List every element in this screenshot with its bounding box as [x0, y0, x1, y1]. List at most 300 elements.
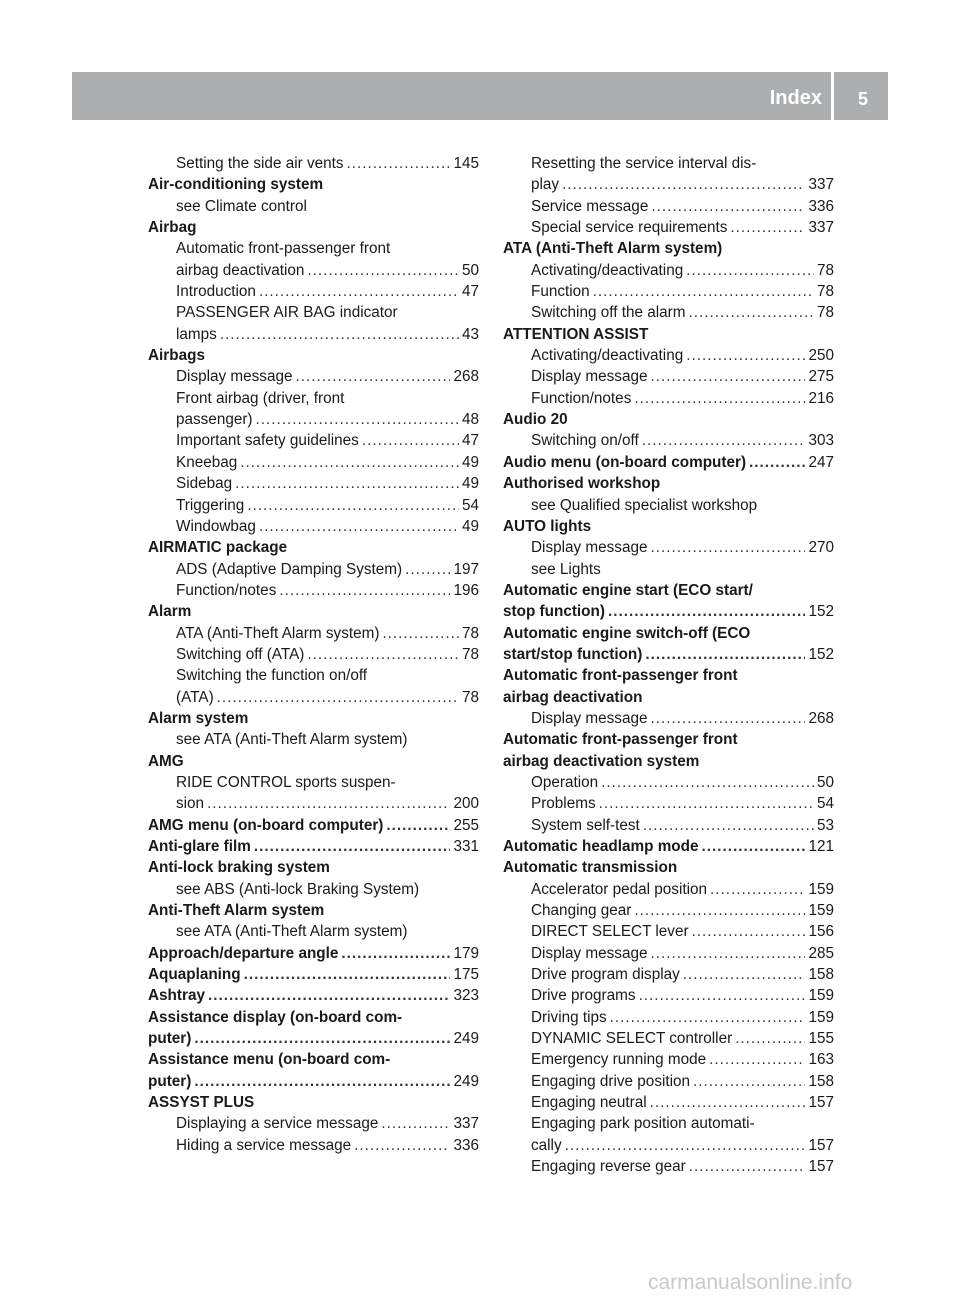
- page-reference: 49: [461, 475, 479, 493]
- dot-leader: [686, 345, 805, 366]
- page-reference: 156: [808, 923, 834, 941]
- entry-text: Special service requirements: [531, 219, 728, 237]
- entry-text: Emergency running mode: [531, 1051, 707, 1069]
- dot-leader: [254, 836, 451, 857]
- dot-leader: [341, 943, 450, 964]
- entry-text: Sidebag: [176, 475, 233, 493]
- dot-leader: [386, 815, 450, 836]
- entry-text: Approach/departure angle: [148, 944, 339, 962]
- dot-leader: [347, 153, 451, 174]
- dot-leader: [634, 388, 805, 409]
- index-heading: [503, 452, 834, 473]
- entry-text: Kneebag: [176, 453, 238, 471]
- page-reference: 54: [816, 795, 834, 813]
- index-subentry: [148, 1135, 479, 1156]
- page-reference: 250: [808, 347, 834, 365]
- index-subentry: [503, 815, 834, 836]
- page-reference: 159: [808, 902, 834, 920]
- index-heading: [148, 815, 479, 836]
- index-heading: [503, 580, 834, 601]
- dot-leader: [643, 815, 814, 836]
- dot-leader: [240, 452, 459, 473]
- page-reference: 152: [808, 645, 834, 663]
- index-heading: [148, 537, 479, 558]
- entry-text: Automatic engine switch-off (ECO: [503, 624, 751, 642]
- header-divider: [831, 72, 834, 120]
- index-heading: [148, 1049, 479, 1070]
- dot-leader: [217, 687, 459, 708]
- page-reference: 53: [816, 816, 834, 834]
- index-heading: [148, 857, 479, 878]
- index-heading: [148, 900, 479, 921]
- index-heading: [148, 964, 479, 985]
- header-bar: [72, 72, 888, 120]
- index-heading: [503, 601, 834, 622]
- dot-leader: [683, 964, 806, 985]
- entry-text: see ABS (Anti-lock Braking System): [176, 880, 420, 898]
- entry-text: Display message: [531, 944, 648, 962]
- page-reference: 255: [453, 816, 479, 834]
- dot-leader: [194, 1028, 450, 1049]
- dot-leader: [279, 580, 450, 601]
- entry-text: Activating/deactivating: [531, 261, 684, 279]
- index-subentry: [503, 921, 834, 942]
- index-subentry: [503, 366, 834, 387]
- index-subentry: [503, 217, 834, 238]
- dot-leader: [735, 1028, 805, 1049]
- index-subentry: [503, 964, 834, 985]
- index-heading: [503, 409, 834, 430]
- dot-leader: [381, 1113, 450, 1134]
- index-heading: [503, 836, 834, 857]
- index-subentry: [148, 495, 479, 516]
- entry-text: Service message: [531, 197, 649, 215]
- dot-leader: [259, 281, 459, 302]
- entry-text: Aquaplaning: [148, 966, 241, 984]
- index-subentry: [148, 772, 479, 793]
- index-subentry: [148, 473, 479, 494]
- entry-text: Display message: [531, 368, 648, 386]
- entry-text: Automatic front-passenger front: [176, 240, 391, 258]
- dot-leader: [749, 452, 805, 473]
- dot-leader: [235, 473, 459, 494]
- page-reference: 47: [461, 432, 479, 450]
- page-reference: 275: [808, 368, 834, 386]
- index-subentry: [503, 153, 834, 174]
- page-reference: 336: [453, 1136, 479, 1154]
- entry-text: Air-conditioning system: [148, 176, 324, 194]
- entry-text: lamps: [176, 325, 217, 343]
- entry-text: start/stop function): [503, 645, 643, 663]
- index-subentry: [148, 1113, 479, 1134]
- entry-text: Engaging park position automati-: [531, 1115, 755, 1133]
- entry-text: DYNAMIC SELECT controller: [531, 1030, 733, 1048]
- dot-leader: [642, 430, 806, 451]
- entry-text: Introduction: [176, 283, 256, 301]
- dot-leader: [689, 1156, 806, 1177]
- entry-text: Alarm: [148, 603, 192, 621]
- entry-text: Engaging neutral: [531, 1094, 647, 1112]
- index-subentry: [148, 302, 479, 323]
- entry-text: Automatic headlamp mode: [503, 838, 699, 855]
- entry-text: Alarm system: [148, 709, 249, 727]
- entry-text: airbag deactivation system: [503, 752, 700, 770]
- page-reference: 152: [808, 603, 834, 621]
- dot-leader: [565, 1135, 806, 1156]
- page-reference: 179: [453, 944, 479, 962]
- entry-text: Assistance display (on-board com-: [148, 1008, 403, 1026]
- page-reference: 197: [453, 560, 479, 578]
- entry-text: Audio menu (on-board computer): [503, 453, 747, 471]
- entry-text: Operation: [531, 773, 599, 791]
- page-reference: 216: [808, 389, 834, 407]
- index-subentry: [503, 879, 834, 900]
- dot-leader: [208, 985, 451, 1006]
- entry-text: Airbags: [148, 347, 205, 365]
- dot-leader: [702, 836, 806, 857]
- index-subentry: [148, 516, 479, 537]
- page-reference: 158: [808, 1072, 834, 1090]
- dot-leader: [639, 985, 806, 1006]
- index-subentry: [503, 430, 834, 451]
- page-reference: 155: [808, 1030, 834, 1048]
- page-reference: 157: [808, 1094, 834, 1112]
- index-subentry: [148, 687, 479, 708]
- index-subentry: [503, 900, 834, 921]
- dot-leader: [194, 1071, 450, 1092]
- page-number: 5: [857, 89, 868, 109]
- index-column-right: [503, 153, 834, 1178]
- page-reference: 303: [808, 432, 834, 450]
- page-reference: 78: [461, 645, 479, 663]
- entry-text: DIRECT SELECT lever: [531, 923, 689, 941]
- index-subentry: [503, 793, 834, 814]
- page-reference: 121: [808, 838, 834, 855]
- dot-leader: [709, 1049, 805, 1070]
- index-subentry: [148, 388, 479, 409]
- page-reference: 159: [808, 1008, 834, 1026]
- index-subentry: [148, 238, 479, 259]
- page-reference: 337: [453, 1115, 479, 1133]
- index-subentry: [148, 281, 479, 302]
- page-reference: 196: [453, 581, 479, 599]
- index-subentry: [503, 1049, 834, 1070]
- page-reference: 336: [808, 197, 834, 215]
- index-subentry: [503, 1156, 834, 1177]
- entry-text: Driving tips: [531, 1008, 607, 1026]
- dot-leader: [256, 409, 459, 430]
- dot-leader: [207, 793, 450, 814]
- dot-leader: [599, 793, 814, 814]
- entry-text: Windowbag: [176, 517, 256, 535]
- entry-text: Authorised workshop: [503, 475, 661, 493]
- entry-text: Assistance menu (on-board com-: [148, 1051, 391, 1069]
- entry-text: see ATA (Anti-Theft Alarm system): [176, 923, 408, 941]
- index-heading: [148, 708, 479, 729]
- index-heading: [503, 687, 834, 708]
- entry-text: Airbag: [148, 219, 197, 237]
- entry-text: Automatic engine start (ECO start/: [503, 581, 753, 599]
- entry-text: Switching on/off: [531, 432, 639, 450]
- entry-text: play: [531, 176, 560, 194]
- page-reference: 268: [453, 368, 479, 386]
- entry-text: Triggering: [176, 496, 245, 514]
- dot-leader: [405, 559, 450, 580]
- entry-text: Front airbag (driver, front: [176, 389, 345, 407]
- dot-leader: [688, 302, 814, 323]
- index-heading: [503, 238, 834, 259]
- index-heading: [503, 857, 834, 878]
- entry-text: ATA (Anti-Theft Alarm system): [503, 240, 723, 258]
- entry-text: Engaging drive position: [531, 1072, 691, 1090]
- index-subentry: [503, 495, 834, 516]
- page-reference: 200: [453, 795, 479, 813]
- entry-text: (ATA): [176, 688, 214, 706]
- index-heading: [503, 665, 834, 686]
- entry-text: Engaging reverse gear: [531, 1158, 686, 1176]
- entry-text: Display message: [531, 709, 648, 727]
- page-reference: 337: [808, 219, 834, 237]
- page-reference: 78: [816, 261, 834, 279]
- entry-text: Resetting the service interval dis-: [531, 155, 757, 172]
- index-subentry: [503, 772, 834, 793]
- page-reference: 247: [808, 453, 834, 471]
- page-reference: 47: [461, 283, 479, 301]
- entry-text: see Climate control: [176, 197, 307, 215]
- entry-text: airbag deactivation: [503, 688, 643, 706]
- dot-leader: [710, 879, 805, 900]
- dot-leader: [686, 260, 814, 281]
- index-heading: [148, 751, 479, 772]
- dot-leader: [259, 516, 459, 537]
- entry-text: Hiding a service message: [176, 1136, 352, 1154]
- index-heading: [148, 1071, 479, 1092]
- index-heading: [503, 751, 834, 772]
- index-heading: [503, 623, 834, 644]
- dot-leader: [634, 900, 805, 921]
- entry-text: AMG menu (on-board computer): [148, 816, 384, 834]
- index-subentry: [148, 196, 479, 217]
- page-reference: 159: [808, 987, 834, 1005]
- index-heading: [503, 729, 834, 750]
- entry-text: sion: [176, 795, 205, 813]
- dot-leader: [295, 366, 450, 387]
- entry-text: see Qualified specialist workshop: [531, 496, 758, 514]
- index-subentry: [148, 580, 479, 601]
- index-heading: [148, 601, 479, 622]
- entry-text: AMG: [148, 752, 184, 770]
- index-subentry: [503, 1135, 834, 1156]
- dot-leader: [693, 1071, 805, 1092]
- page-reference: 163: [808, 1051, 834, 1069]
- dot-leader: [244, 964, 451, 985]
- entry-text: puter): [148, 1072, 192, 1090]
- dot-leader: [354, 1135, 450, 1156]
- index-subentry: [503, 1071, 834, 1092]
- index-subentry: [503, 1028, 834, 1049]
- index-subentry: [503, 1092, 834, 1113]
- dot-leader: [601, 772, 814, 793]
- entry-text: AIRMATIC package: [148, 539, 288, 557]
- index-heading: [503, 473, 834, 494]
- index-subentry: [148, 452, 479, 473]
- page-reference: 159: [808, 880, 834, 898]
- index-subentry: [503, 1113, 834, 1134]
- section-title: Index: [769, 87, 822, 109]
- page-reference: 249: [453, 1030, 479, 1048]
- entry-text: Displaying a service message: [176, 1115, 379, 1133]
- entry-text: Anti-glare film: [148, 838, 251, 855]
- index-heading: [148, 217, 479, 238]
- page-reference: 78: [461, 624, 479, 642]
- page-reference: 268: [808, 709, 834, 727]
- index-heading: [148, 1028, 479, 1049]
- entry-text: Display message: [176, 368, 293, 386]
- index-heading: [148, 1092, 479, 1113]
- index-subentry: [148, 793, 479, 814]
- index-subentry: [148, 921, 479, 942]
- entry-text: Drive program display: [531, 966, 680, 984]
- index-subentry: [503, 388, 834, 409]
- page-reference: 78: [461, 688, 479, 706]
- index-subentry: [503, 174, 834, 195]
- page-reference: 78: [816, 283, 834, 301]
- index-subentry: [148, 260, 479, 281]
- entry-text: RIDE CONTROL sports suspen-: [176, 773, 396, 791]
- entry-text: Anti-lock braking system: [148, 859, 330, 877]
- entry-text: AUTO lights: [503, 517, 592, 535]
- entry-text: Function/notes: [176, 581, 277, 599]
- entry-text: Anti-Theft Alarm system: [148, 902, 325, 920]
- page-reference: 54: [461, 496, 479, 514]
- entry-text: passenger): [176, 411, 253, 429]
- index-heading: [148, 943, 479, 964]
- dot-leader: [650, 1092, 806, 1113]
- entry-text: System self-test: [531, 816, 640, 834]
- page-reference: 43: [461, 325, 479, 343]
- entry-text: Automatic transmission: [503, 859, 678, 877]
- page-reference: 49: [461, 517, 479, 535]
- entry-text: ADS (Adaptive Damping System): [176, 560, 403, 578]
- index-subentry: [148, 623, 479, 644]
- page-reference: 285: [808, 944, 834, 962]
- index-subentry: [503, 559, 834, 580]
- index-subentry: [148, 559, 479, 580]
- entry-text: Automatic front-passenger front: [503, 667, 738, 685]
- index-subentry: [503, 985, 834, 1006]
- dot-leader: [608, 601, 806, 622]
- dot-leader: [247, 495, 459, 516]
- entry-text: Setting the side air vents: [176, 155, 344, 172]
- index-subentry: [148, 665, 479, 686]
- entry-text: Important safety guidelines: [176, 432, 359, 450]
- entry-text: see Lights: [531, 560, 601, 578]
- dot-leader: [610, 1007, 806, 1028]
- page-reference: 157: [808, 1158, 834, 1176]
- dot-leader: [650, 943, 805, 964]
- index-subentry: [148, 366, 479, 387]
- index-heading: [503, 644, 834, 665]
- entry-text: ASSYST PLUS: [148, 1094, 255, 1112]
- index-heading: [503, 324, 834, 345]
- entry-text: see ATA (Anti-Theft Alarm system): [176, 731, 408, 749]
- page-reference: 145: [453, 155, 479, 172]
- entry-text: Switching off (ATA): [176, 645, 305, 663]
- dot-leader: [730, 217, 805, 238]
- page-reference: 331: [453, 838, 479, 855]
- index-subentry: [148, 430, 479, 451]
- dot-leader: [651, 196, 805, 217]
- page-reference: 323: [453, 987, 479, 1005]
- index-subentry: [503, 196, 834, 217]
- index-subentry: [148, 409, 479, 430]
- index-subentry: [148, 153, 479, 174]
- index-subentry: [503, 708, 834, 729]
- index-subentry: [148, 879, 479, 900]
- page-reference: 78: [816, 304, 834, 322]
- entry-text: Problems: [531, 795, 596, 813]
- index-subentry: [503, 943, 834, 964]
- page-reference: 270: [808, 539, 834, 557]
- index-subentry: [503, 537, 834, 558]
- dot-leader: [562, 174, 805, 195]
- dot-leader: [382, 623, 459, 644]
- index-subentry: [148, 644, 479, 665]
- dot-leader: [650, 366, 805, 387]
- index-subentry: [148, 729, 479, 750]
- page-reference: 337: [808, 176, 834, 194]
- index-heading: [148, 174, 479, 195]
- dot-leader: [645, 644, 805, 665]
- index-subentry: [503, 302, 834, 323]
- entry-text: Switching off the alarm: [531, 304, 686, 322]
- entry-text: Activating/deactivating: [531, 347, 684, 365]
- entry-text: ATA (Anti-Theft Alarm system): [176, 624, 380, 642]
- page-reference: 175: [453, 966, 479, 984]
- index-subentry: [148, 324, 479, 345]
- index-heading: [148, 985, 479, 1006]
- entry-text: Function/notes: [531, 389, 632, 407]
- entry-text: stop function): [503, 603, 605, 621]
- entry-text: airbag deactivation: [176, 261, 305, 279]
- watermark: carmanualsonline.info: [648, 1271, 853, 1294]
- index-heading: [148, 1007, 479, 1028]
- entry-text: Changing gear: [531, 902, 632, 920]
- entry-text: Switching the function on/off: [176, 667, 368, 685]
- dot-leader: [650, 708, 805, 729]
- index-heading: [148, 836, 479, 857]
- entry-text: Audio 20: [503, 411, 568, 429]
- entry-text: puter): [148, 1030, 192, 1048]
- index-subentry: [503, 345, 834, 366]
- entry-text: Display message: [531, 539, 648, 557]
- index-heading: [503, 516, 834, 537]
- dot-leader: [593, 281, 814, 302]
- dot-leader: [650, 537, 805, 558]
- dot-leader: [307, 260, 459, 281]
- dot-leader: [362, 430, 459, 451]
- index-column-left: [148, 153, 479, 1156]
- index-subentry: [503, 1007, 834, 1028]
- entry-text: Ashtray: [148, 987, 205, 1005]
- dot-leader: [220, 324, 459, 345]
- entry-text: Function: [531, 283, 590, 301]
- entry-text: ATTENTION ASSIST: [503, 325, 649, 343]
- page-reference: 157: [808, 1136, 834, 1154]
- index-heading: [148, 345, 479, 366]
- page-reference: 49: [461, 453, 479, 471]
- index-subentry: [503, 281, 834, 302]
